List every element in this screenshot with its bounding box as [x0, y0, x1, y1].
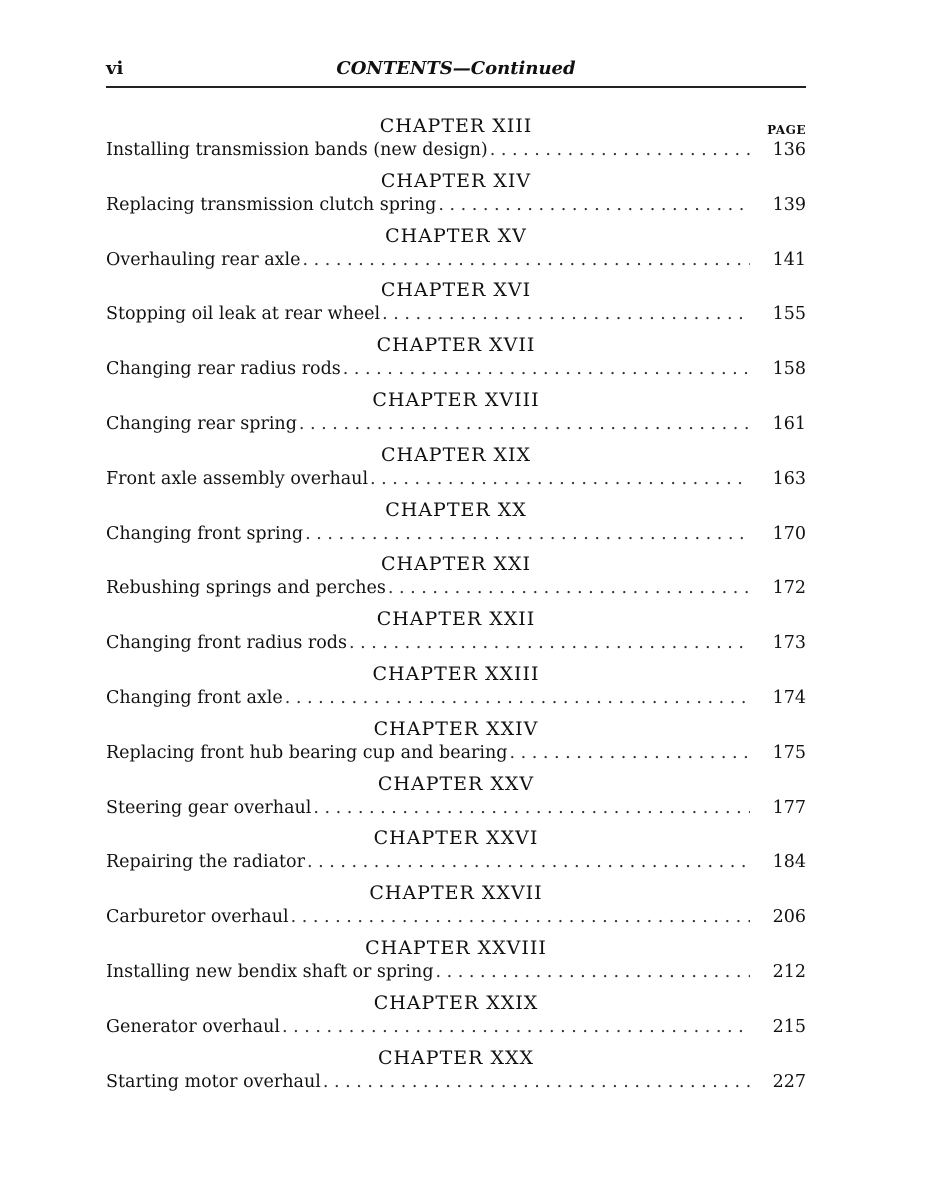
entry-page-number: 170 — [772, 523, 806, 544]
entry-page-number: 172 — [772, 578, 806, 599]
entry-topic: Changing rear radius rods — [106, 359, 341, 380]
chapter-heading: CHAPTER XVI — [380, 279, 532, 302]
entry-page-number: 175 — [772, 742, 806, 763]
chapter-heading: CHAPTER XVIII — [372, 388, 540, 411]
chapter-heading: CHAPTER XXVIII — [365, 936, 547, 959]
dot-leader — [388, 576, 750, 600]
dot-leader — [436, 960, 750, 984]
entry-topic: Changing front axle — [106, 687, 283, 708]
entry-page-number: 206 — [772, 907, 806, 928]
dot-leader — [307, 850, 750, 874]
entry-page-number: 227 — [772, 1071, 806, 1092]
entry-topic: Changing front radius rods — [106, 633, 347, 654]
dot-leader — [349, 631, 750, 655]
contents-entry — [106, 443, 806, 498]
entry-line — [106, 1015, 806, 1039]
chapter-heading: CHAPTER XIX — [380, 443, 532, 466]
entry-line — [106, 193, 806, 217]
contents-entry — [106, 114, 806, 169]
contents-entry — [106, 1046, 806, 1101]
dot-leader — [291, 905, 750, 929]
chapter-heading: CHAPTER XXIV — [373, 717, 539, 740]
contents-entry — [106, 278, 806, 333]
entry-topic: Installing transmission bands (new design) — [106, 140, 488, 160]
running-header — [106, 56, 806, 88]
chapter-heading: CHAPTER XIV — [380, 169, 532, 192]
contents-entry — [106, 717, 806, 772]
contents-entry — [106, 224, 806, 279]
dot-leader — [509, 741, 750, 765]
entry-line — [106, 796, 806, 820]
entry-page-number: 184 — [772, 852, 806, 873]
contents-entry — [106, 991, 806, 1046]
dot-leader — [305, 522, 750, 546]
entry-line — [106, 576, 806, 600]
entry-topic: Overhauling rear axle — [106, 249, 301, 270]
dot-leader — [343, 357, 750, 381]
dot-leader — [490, 138, 750, 162]
entry-line — [106, 741, 806, 765]
entry-topic: Front axle assembly overhaul — [106, 468, 369, 489]
entry-line — [106, 631, 806, 655]
dot-leader — [313, 796, 750, 820]
dot-leader — [299, 412, 750, 436]
entry-line — [106, 1070, 806, 1094]
dot-leader — [282, 1015, 750, 1039]
entry-line — [106, 686, 806, 710]
entry-topic: Steering gear overhaul — [106, 797, 312, 818]
chapter-heading: CHAPTER XXX — [377, 1046, 535, 1069]
chapter-heading: CHAPTER XVII — [376, 334, 536, 357]
contents-entry — [106, 552, 806, 607]
entry-topic: Replacing front hub bearing cup and bearing — [106, 742, 508, 763]
running-title: CONTENTS—Continued — [336, 58, 576, 79]
contents-list — [106, 114, 806, 1100]
entry-line — [106, 412, 806, 436]
entry-line — [106, 850, 806, 874]
entry-line — [106, 138, 806, 162]
dot-leader — [382, 302, 750, 326]
entry-page-number: 174 — [772, 687, 806, 708]
dot-leader — [303, 248, 751, 272]
entry-page-number: 155 — [772, 304, 806, 325]
entry-page-number: 173 — [772, 633, 806, 654]
chapter-heading: CHAPTER XXIX — [373, 991, 539, 1014]
contents-entry — [106, 388, 806, 443]
entry-page-number: 212 — [772, 961, 806, 982]
contents-entry — [106, 772, 806, 827]
entry-topic: Replacing transmission clutch spring — [106, 194, 437, 215]
chapter-heading: CHAPTER XXVII — [369, 882, 543, 905]
entry-topic: Generator overhaul — [106, 1016, 280, 1037]
entry-page-number: 158 — [772, 359, 806, 380]
entry-line — [106, 522, 806, 546]
entry-line — [106, 905, 806, 929]
chapter-heading: CHAPTER XXI — [380, 553, 532, 576]
entry-topic: Installing new bendix shaft or spring — [106, 961, 434, 982]
contents-entry — [106, 498, 806, 553]
entry-page-number: 139 — [772, 194, 806, 215]
contents-entry — [106, 169, 806, 224]
page-column-label: PAGE — [767, 123, 806, 137]
entry-page-number: 177 — [772, 797, 806, 818]
entry-topic: Changing front spring — [106, 523, 304, 544]
chapter-heading: CHAPTER XX — [385, 498, 527, 521]
entry-page-number: 136 — [772, 140, 806, 160]
contents-entry — [106, 881, 806, 936]
entry-page-number: 141 — [772, 249, 806, 270]
contents-entry — [106, 662, 806, 717]
chapter-heading: CHAPTER XXIII — [372, 662, 540, 685]
entry-topic: Repairing the radiator — [106, 852, 305, 873]
entry-topic: Stopping oil leak at rear wheel — [106, 304, 381, 325]
chapter-heading: CHAPTER XIII — [379, 115, 533, 137]
dot-leader — [370, 467, 750, 491]
entry-topic: Carburetor overhaul — [106, 907, 289, 928]
entry-topic: Changing rear spring — [106, 413, 297, 434]
entry-page-number: 163 — [772, 468, 806, 489]
entry-page-number: 161 — [772, 413, 806, 434]
chapter-heading: CHAPTER XXV — [377, 772, 535, 795]
entry-topic: Rebushing springs and perches — [106, 578, 386, 599]
chapter-heading: CHAPTER XXII — [376, 608, 536, 631]
entry-topic: Starting motor overhaul — [106, 1071, 321, 1092]
entry-line — [106, 302, 806, 326]
entry-line — [106, 467, 806, 491]
entry-line — [106, 960, 806, 984]
contents-entry — [106, 826, 806, 881]
chapter-heading: CHAPTER XXVI — [373, 827, 539, 850]
contents-entry — [106, 333, 806, 388]
dot-leader — [323, 1070, 750, 1094]
page-number: vi — [106, 58, 124, 79]
chapter-heading: CHAPTER XV — [385, 224, 527, 247]
contents-entry — [106, 607, 806, 662]
dot-leader — [438, 193, 750, 217]
dot-leader — [285, 686, 750, 710]
entry-page-number: 215 — [772, 1016, 806, 1037]
entry-line — [106, 357, 806, 381]
contents-entry — [106, 936, 806, 991]
entry-line — [106, 248, 806, 272]
